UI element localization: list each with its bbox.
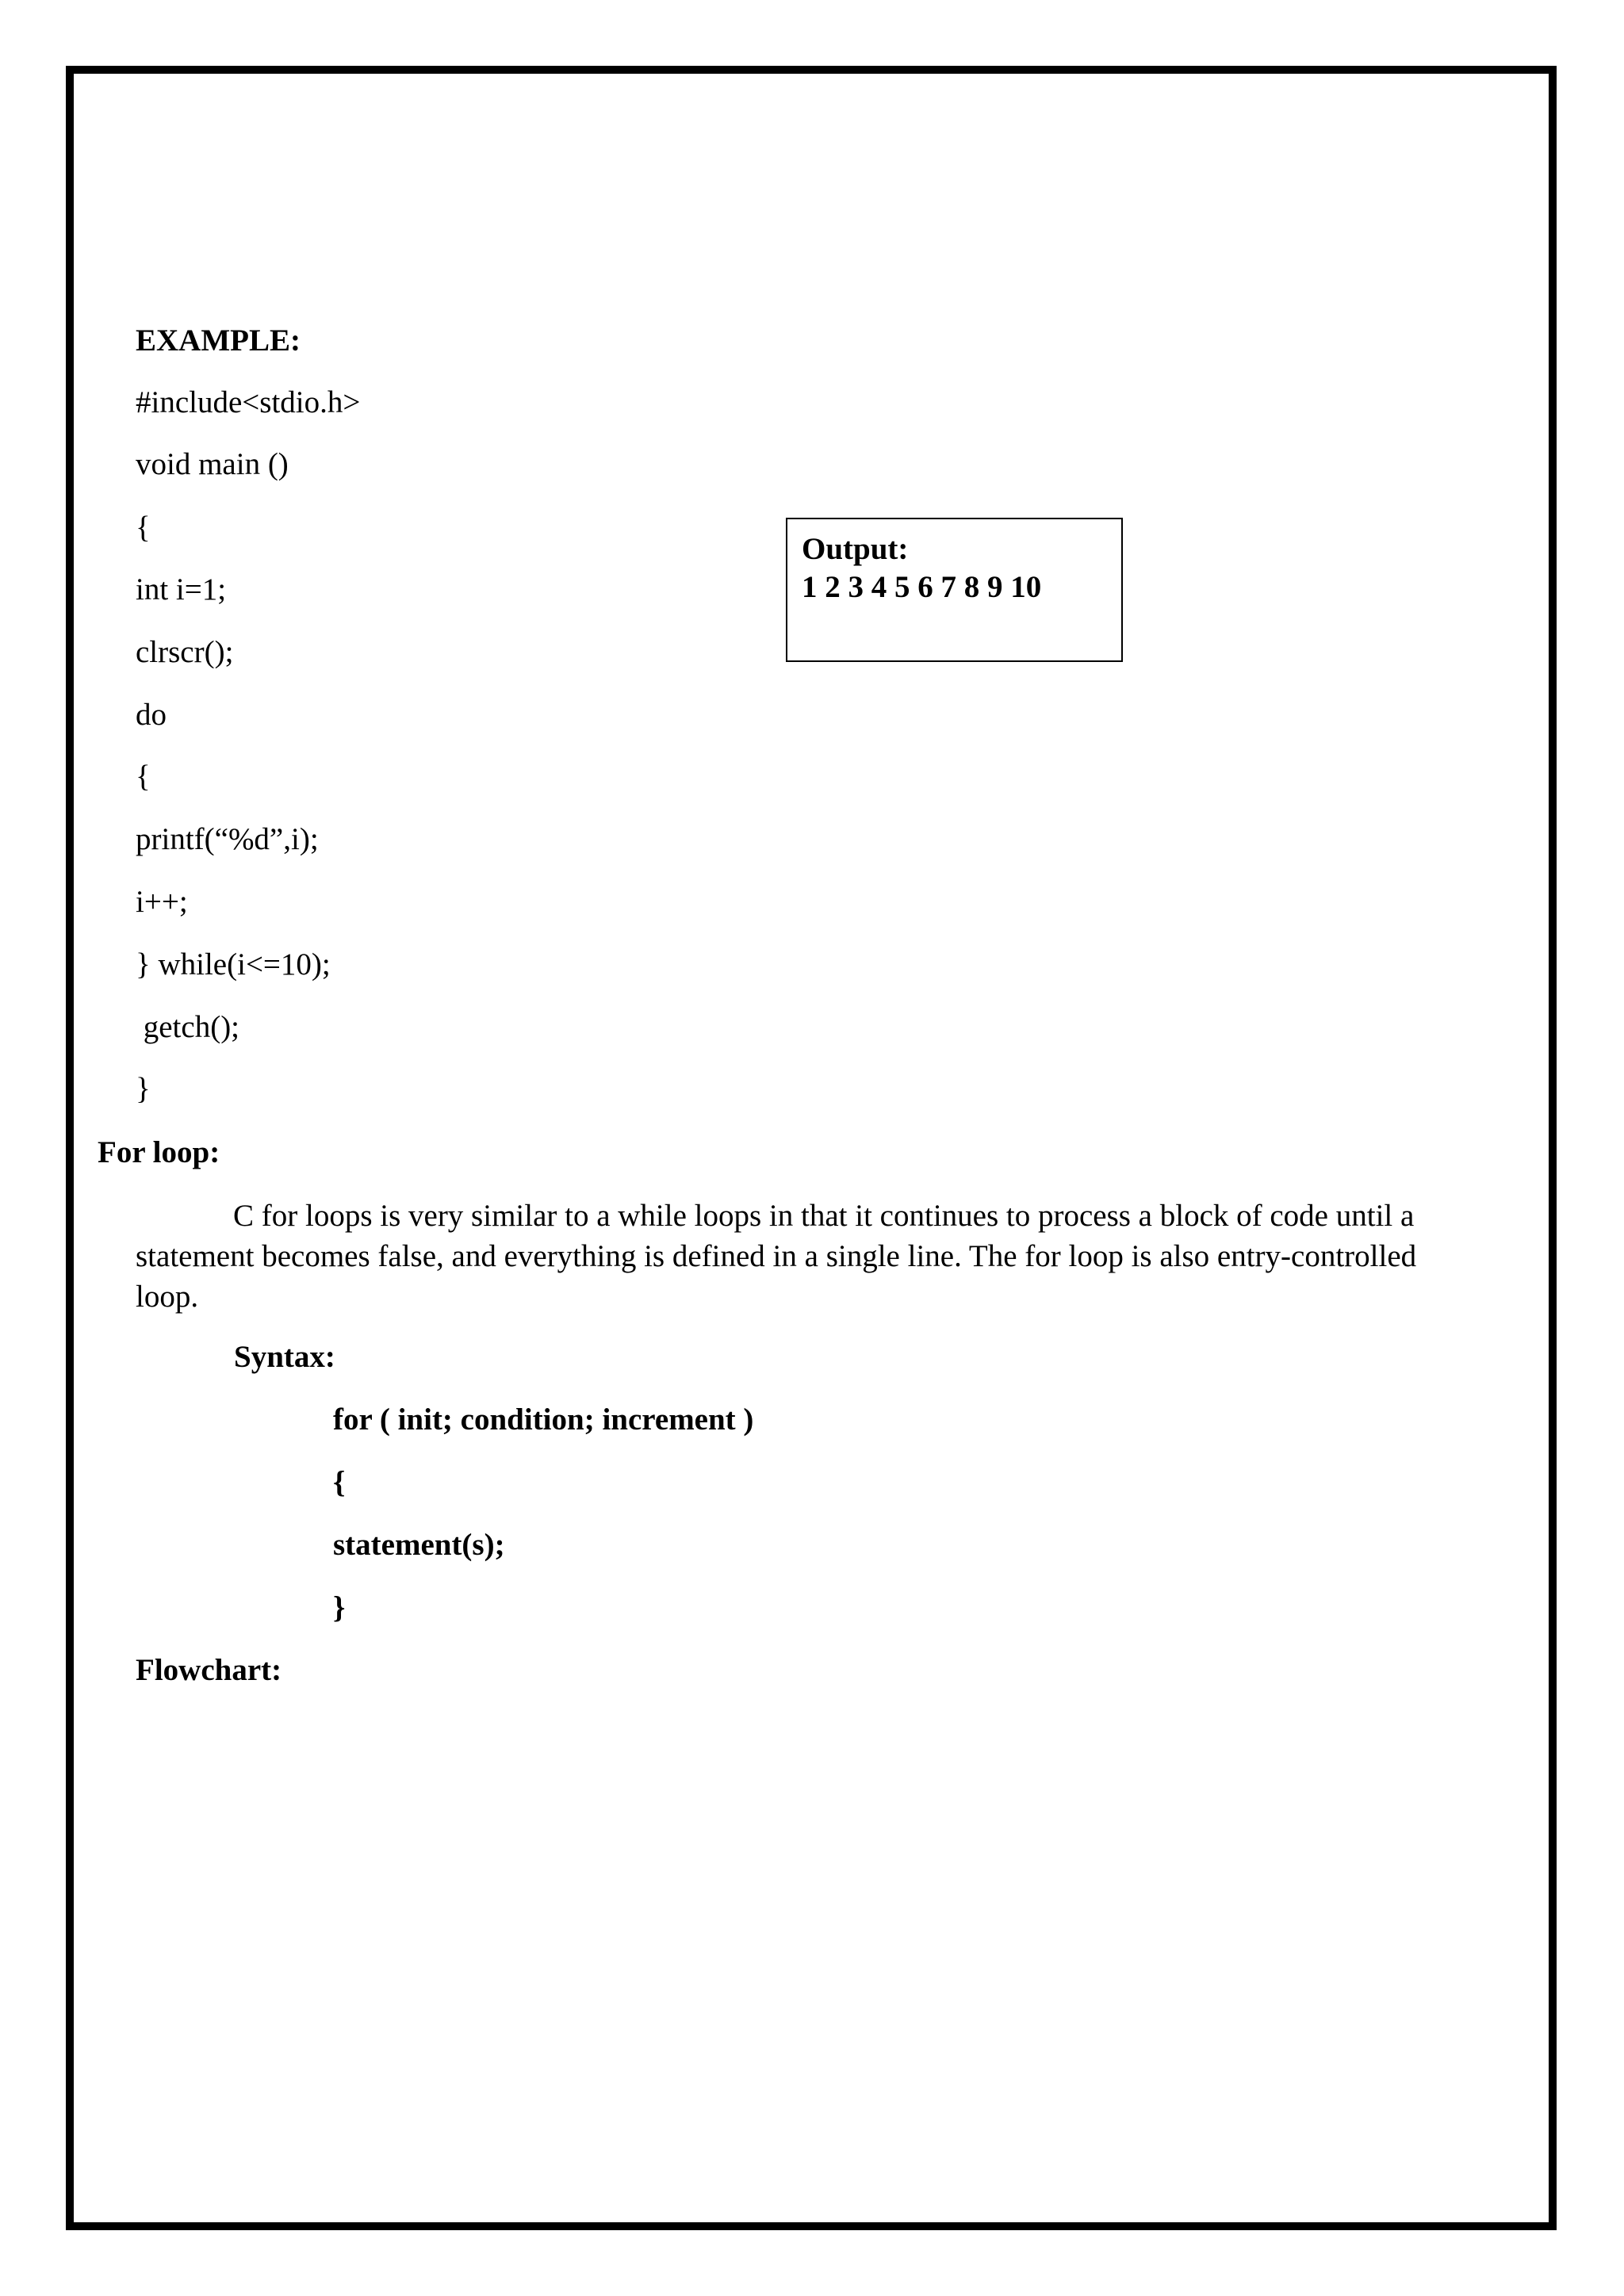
- output-box: [786, 518, 1123, 662]
- code-line: {: [136, 760, 151, 794]
- code-line: do: [136, 698, 167, 732]
- code-line: clrscr();: [136, 635, 234, 669]
- for-loop-heading: For loop:: [98, 1135, 220, 1169]
- syntax-line: statement(s);: [333, 1528, 505, 1562]
- code-line: void main (): [136, 447, 289, 481]
- example-heading: EXAMPLE:: [136, 323, 301, 358]
- output-label: Output:: [802, 532, 909, 566]
- code-line: getch();: [136, 1010, 240, 1044]
- description-line: statement becomes false, and everything is defined in a single line. The for loop is also entry-controlled: [136, 1239, 1417, 1273]
- syntax-heading: Syntax:: [234, 1340, 335, 1374]
- flowchart-heading: Flowchart:: [136, 1653, 282, 1687]
- syntax-line: {: [333, 1465, 346, 1499]
- code-line: } while(i<=10);: [136, 947, 331, 982]
- syntax-line: for ( init; condition; increment ): [333, 1402, 754, 1437]
- code-line: #include<stdio.h>: [136, 385, 361, 419]
- description-line: loop.: [136, 1280, 199, 1314]
- syntax-line: }: [333, 1590, 346, 1624]
- code-line: printf(“%d”,i);: [136, 822, 319, 856]
- code-line: {: [136, 511, 151, 545]
- code-line: i++;: [136, 885, 188, 919]
- for-loop-description: [136, 1196, 1500, 1317]
- code-line: int i=1;: [136, 572, 227, 607]
- description-line: C for loops is very similar to a while loops in that it continues to process a block of code until a: [233, 1199, 1415, 1233]
- output-value: 1 2 3 4 5 6 7 8 9 10: [802, 570, 1042, 604]
- code-line: }: [136, 1072, 151, 1106]
